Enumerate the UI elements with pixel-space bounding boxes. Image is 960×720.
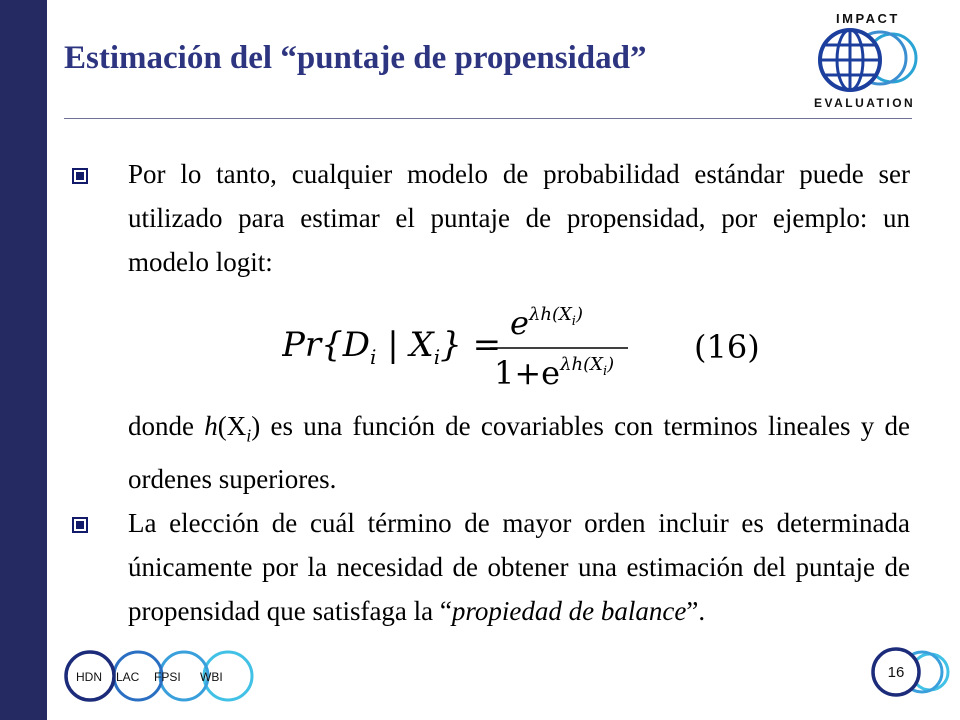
impact-evaluation-logo (800, 6, 930, 111)
bullet-text-1: Por lo tanto, cualquier modelo de probabilidad estándar puede ser utilizado para estimar el puntaje de propensidad, por ejemplo: un modelo logit: (128, 159, 910, 277)
bullet-marker-2 (72, 517, 88, 533)
formula-lhs: $Pr\{D_i$ | $X_i$} = (282, 325, 502, 369)
bullet-marker-1 (72, 168, 88, 184)
title-divider (64, 118, 912, 119)
footer-label-lac: LAC (116, 670, 140, 684)
formula-explanation: donde $h(X_i)$ es una función de covariables con terminos lineales y de ordenes superiores. (128, 411, 910, 495)
left-sidebar-bar (0, 0, 47, 720)
footer-label-wbi: WBI (200, 670, 223, 684)
footer-label-hdn: HDN (76, 670, 102, 684)
page-number-badge (870, 646, 950, 698)
slide-title: Estimación del “puntaje de propensidad” (64, 40, 647, 76)
formula-denominator: $1+e^{\lambda h(X}i$) (494, 354, 615, 392)
footer-org-logos (60, 648, 260, 704)
footer-label-fpsi: FPSI (154, 670, 181, 684)
logo-bottom-text: EVALUATION (814, 96, 916, 110)
globe-icon (820, 30, 916, 90)
logo-top-text: IMPACT (836, 11, 900, 26)
bullet-text-2: La elección de cuál término de mayor orden incluir es determinada únicamente por la necesidad de obtener una estimación del puntaje de propensidad que satisfaga la “propiedad de balance”. (128, 508, 910, 626)
formula-numerator: $e^{\lambda h(X}i$) (510, 304, 583, 342)
page-number: 16 (887, 664, 905, 681)
equation-number: (16) (694, 328, 760, 366)
logit-formula (282, 292, 782, 392)
